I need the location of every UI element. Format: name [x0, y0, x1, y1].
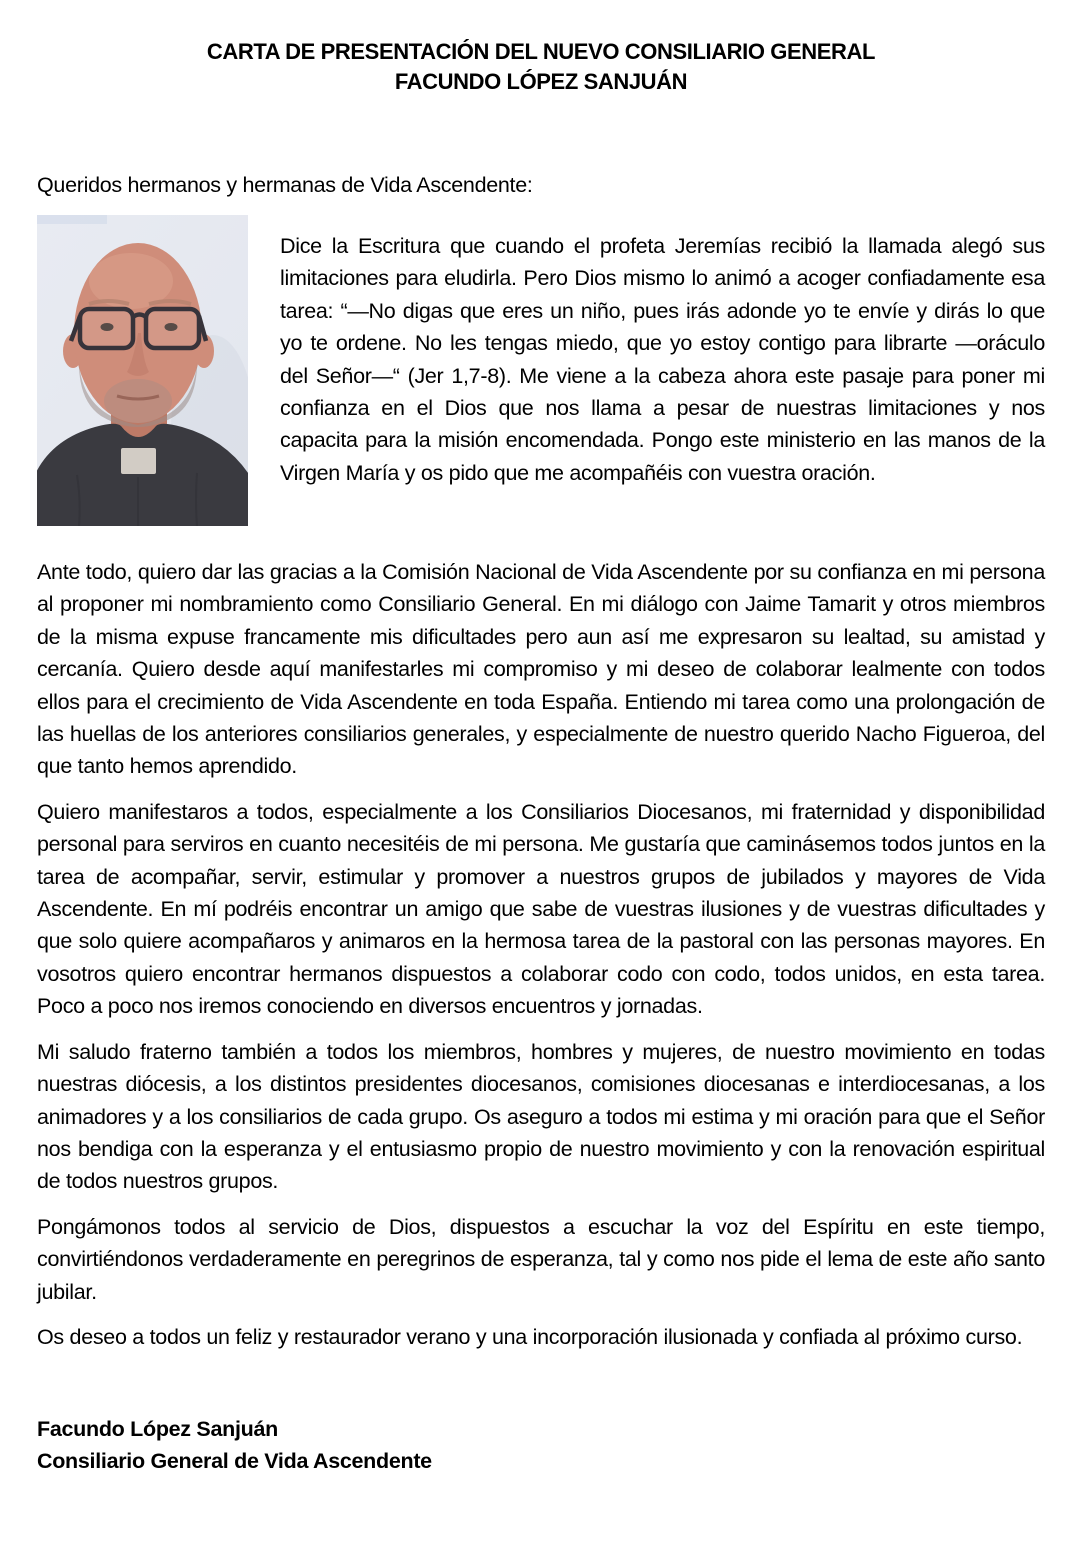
- paragraph-1: Dice la Escritura que cuando el profeta Jeremías recibió la llamada alegó sus limitaciones para eludirla. Pero Dios mismo lo animó a acoger confiadamente esa tarea: “—No digas que eres un niño, pues irás adonde yo te envíe y dirás lo que yo te ordene. No les tengas miedo, que yo estoy contigo para librarte —oráculo del Señor—“ (Jer 1,7-8). Me viene a la cabeza ahora este pasaje para poner mi confianza en el Dios que nos llama a pesar de nuestras limitaciones y nos capacita para la misión encomendada. Pongo este ministerio en las manos de la Virgen María y os pido que me acompañéis con vuestra oración.: [280, 234, 1045, 485]
- lead-section: [37, 215, 1045, 556]
- paragraph-4: Mi saludo fraterno también a todos los miembros, hombres y mujeres, de nuestro movimiento en todas nuestras diócesis, a los distintos presidentes diocesanos, comisiones diocesanas e interdiocesanas, a los animadores y a los consiliarios de cada grupo. Os aseguro a todos mi estima y mi oración para que el Señor nos bendiga con la esperanza y el entusiasmo propio de nuestro movimiento y con la renovación espiritual de todos nuestros grupos.: [37, 1039, 1045, 1194]
- signature-name: Facundo López Sanjuán: [37, 1417, 278, 1442]
- signature-block: [37, 1413, 1045, 1477]
- portrait-photo: [37, 215, 248, 526]
- paragraph-5: Pongámonos todos al servicio de Dios, dispuestos a escuchar la voz del Espíritu en este tiempo, convirtiéndonos verdaderamente en peregrinos de esperanza, tal y como nos pide el lema de este año santo jubilar.: [37, 1214, 1045, 1304]
- document-title-line-2: FACUNDO LÓPEZ SANJUÁN: [394, 69, 688, 94]
- paragraph-6: Os deseo a todos un feliz y restaurador verano y una incorporación ilusionada y confiada al próximo curso.: [37, 1324, 1023, 1349]
- paragraph-3: Quiero manifestaros a todos, especialmente a los Consiliarios Diocesanos, mi fraternidad y disponibilidad personal para serviros en cuanto necesitéis de mi persona. Me gustaría que caminásemos todos juntos en la tarea de acompañar, servir, estimular y promover a nuestros grupos de jubilados y mayores de Vida Ascendente. En mí podréis encontrar un amigo que sabe de vuestras ilusiones y de vuestras dificultades y que solo quiere acompañaros y animaros en la hermosa tarea de la pastoral con las personas mayores. En vosotros quiero encontrar hermanos dispuestos a colaborar codo con codo, todos unidos, en esta tarea. Poco a poco nos iremos conociendo en diversos encuentros y jornadas.: [37, 799, 1045, 1019]
- paragraph-2: Ante todo, quiero dar las gracias a la Comisión Nacional de Vida Ascendente por su confianza en mi persona al proponer mi nombramiento como Consiliario General. En mi diálogo con Jaime Tamarit y otros miembros de la misma expuse francamente mis dificultades pero aun así me expresaron su lealtad, su amistad y cercanía. Quiero desde aquí manifestarles mi compromiso y mi deseo de colaborar lealmente con todos ellos para el crecimiento de Vida Ascendente en toda España. Entiendo mi tarea como una prolongación de las huellas de los anteriores consiliarios generales, y especialmente de nuestro querido Nacho Figueroa, del que tanto hemos aprendido.: [37, 560, 1045, 779]
- document-title: [37, 37, 1045, 97]
- signature-role: Consiliario General de Vida Ascendente: [37, 1449, 432, 1474]
- document-title-line-1: CARTA DE PRESENTACIÓN DEL NUEVO CONSILIARIO GENERAL: [206, 39, 876, 64]
- greeting-text: Queridos hermanos y hermanas de Vida Ascendente:: [37, 173, 533, 197]
- priest-portrait-illustration: [37, 215, 248, 526]
